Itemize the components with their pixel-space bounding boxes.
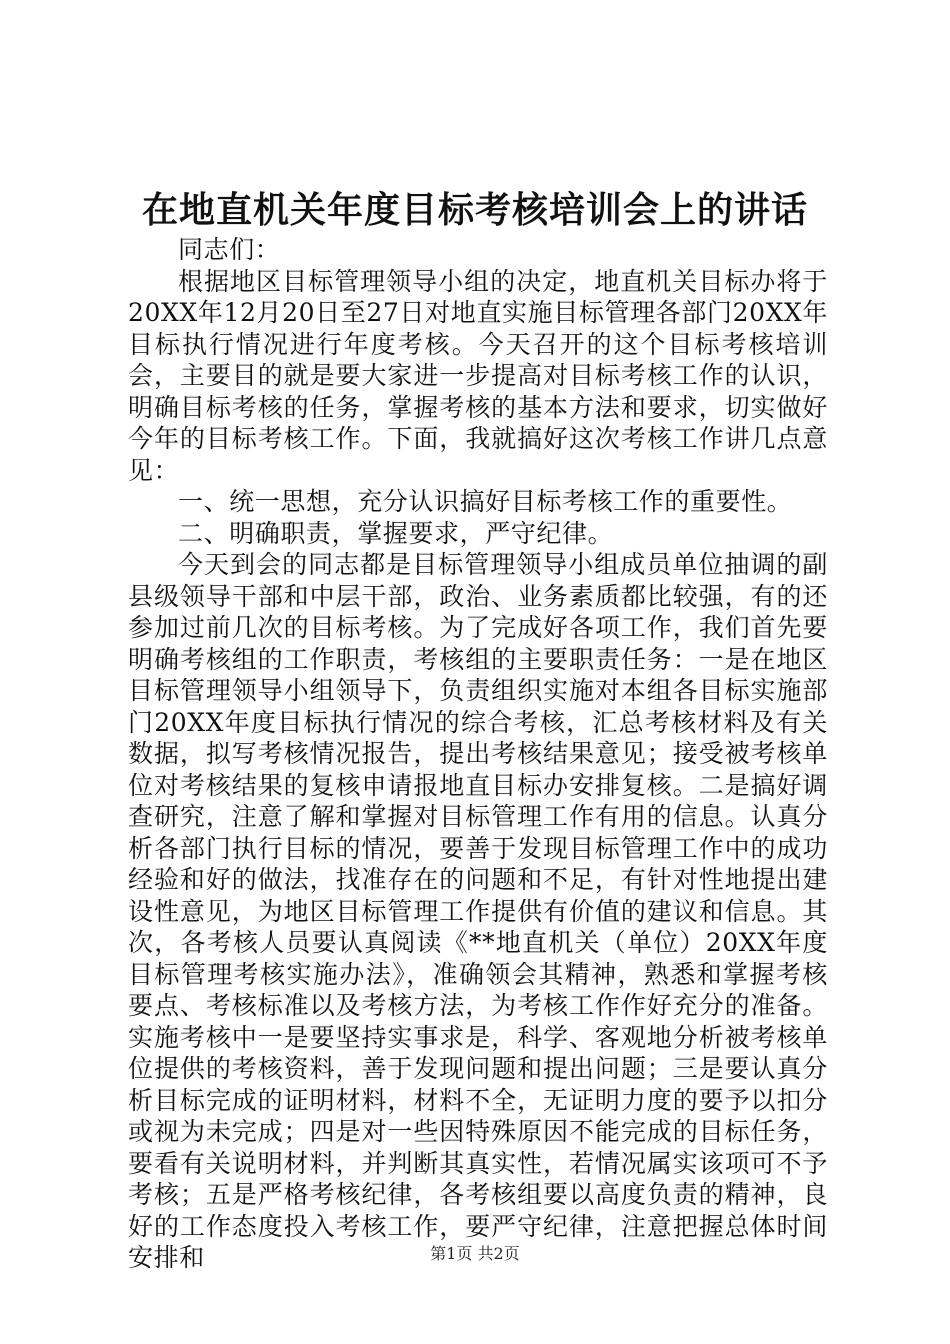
page-number-footer: 第1页 共2页 (430, 1244, 520, 1263)
salutation-paragraph: 同志们： (178, 235, 281, 264)
section-heading-1: 一、统一思想，充分认识搞好目标考核工作的重要性。 (178, 487, 793, 516)
section-heading-2: 二、明确职责，掌握要求，严守纪律。 (178, 518, 614, 548)
body-paragraph: 今天到会的同志都是目标管理领导小组成员单位抽调的副县级领导干部和中层干部，政治、业务素质都比较强，有的还参加过前几次的目标考核。为了完成好各项工作，我们首先要明确考核组的工作职责，考核组的主要职责任务：一是在地区目标管理领导小组领导下，负责组织实施对本组各目标实施部门20XX年度目标执行情况的综合考核，汇总考核材料及有关数据，拟写考核情况报告，提出考核结果意见；接受被考核单位对考核结果的复核申请报地直目标办安排复核。二是搞好调查研究，注意了解和掌握对目标管理工作有用的信息。认真分析各部门执行目标的情况，要善于发现目标管理工作中的成功经验和好的做法，找准存在的问题和不足，有针对性地提出建设性意见，为地区目标管理工作提供有价值的建议和信息。其次，各考核人员要认真阅读《**地直机关（单位）20XX年度目标管理考核实施办法》，准确领会其精神，熟悉和掌握考核要点、考核标准以及考核方法，为考核工作作好充分的准备。实施考核中一是要坚持实事求是，科学、客观地分析被考核单位提供的考核资料，善于发现问题和提出问题；三是要认真分析目标完成的证明材料，材料不全，无证明力度的要予以扣分或视为未完成；四是对一些因特殊原因不能完成的目标任务，要看有关说明材料，并判断其真实性，若情况属实该项可不予考核；五是严格考核纪律，各考核组要以高度负责的精神，良好的工作态度投入考核工作，要严守纪律，注意把握总体时间安排和 (128, 550, 828, 1272)
document-body (128, 234, 828, 1274)
body-paragraph: 根据地区目标管理领导小组的决定，地直机关目标办将于20XX年12月20日至27日对地直实施目标管理各部门20XX年目标执行情况进行年度考核。今天召开的这个目标考核培训会，主要目的就是要大家进一步提高对目标考核工作的认识，明确目标考核的任务，掌握考核的基本方法和要求，切实做好今年的目标考核工作。下面，我就搞好这次考核工作讲几点意见： (128, 266, 828, 485)
document-title: 在地直机关年度目标考核培训会上的讲话 (141, 189, 808, 231)
